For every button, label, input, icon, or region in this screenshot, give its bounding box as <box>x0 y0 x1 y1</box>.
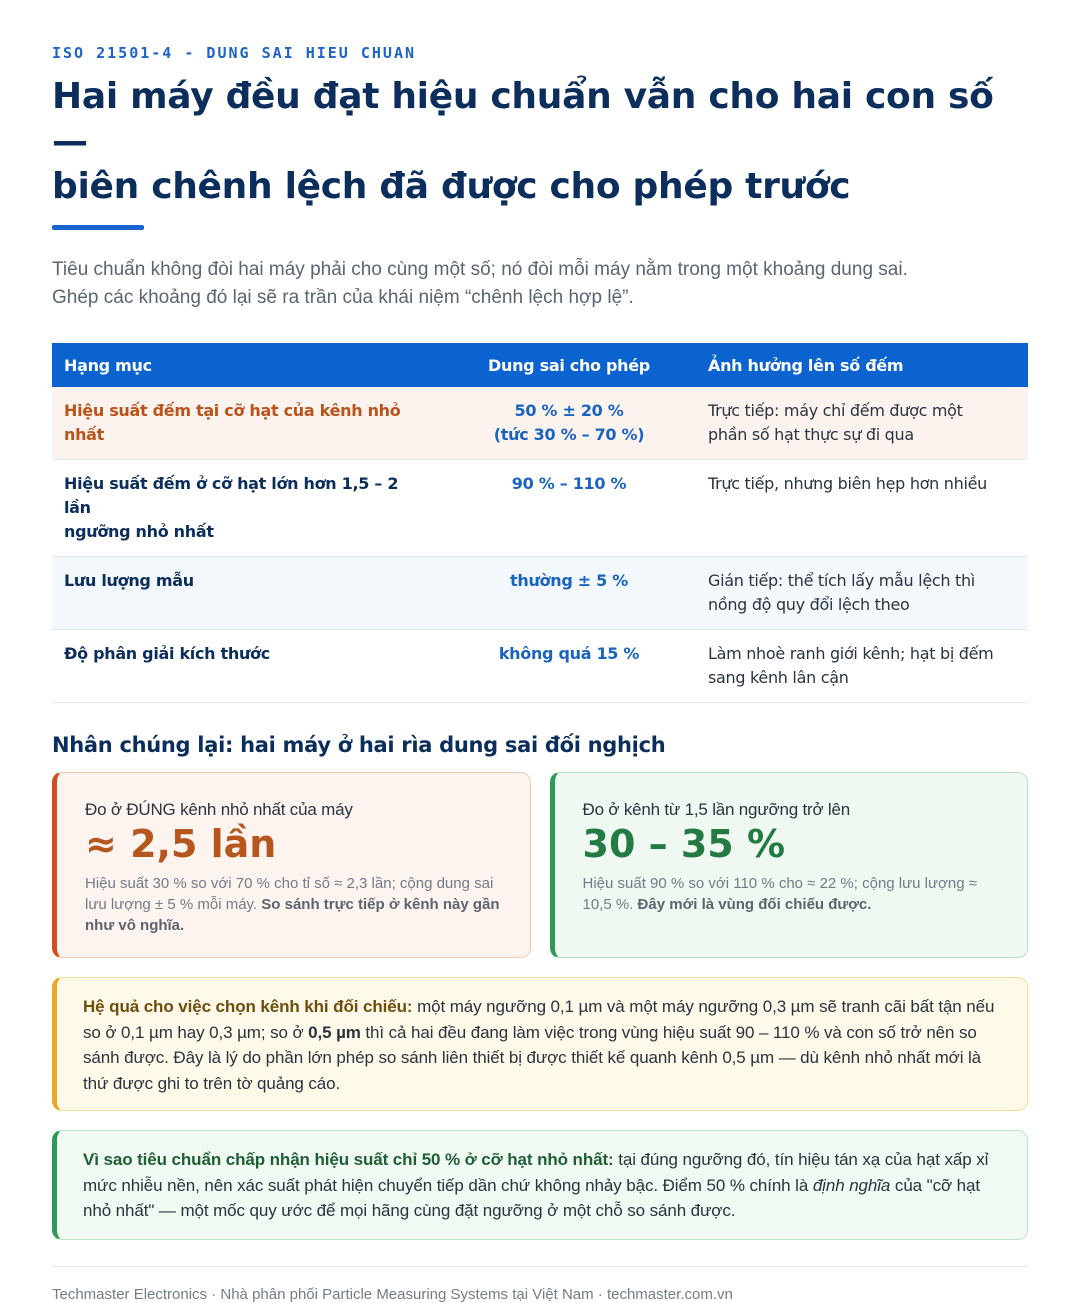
row-effect <box>696 460 1028 557</box>
card-value: ≈ 2,5 lần <box>85 822 277 866</box>
row-tolerance-text: 50 % ± 20 % <box>514 401 624 420</box>
card-note-emphasis: Đây mới là vùng đối chiếu được. <box>637 896 872 913</box>
callout-text: tại đúng ngưỡng đó, tín hiệu tán xạ của hạt xấp xỉ mức nhiễu nền, nên xác suất phát hiện chuyển tiếp dần chứ không nhảy bậc. Điểm 50 % chính là <box>83 1150 989 1195</box>
card-note-text: Hiệu suất 90 % so với 110 % cho ≈ 22 %; cộng lưu lượng ≈ 10,5 %. <box>582 875 977 913</box>
card-note-text: Hiệu suất 30 % so với 70 % cho tỉ số ≈ 2,3 lần; cộng dung sai lưu lượng ± 5 % mỗi máy. <box>85 875 494 913</box>
column-header-tolerance: Dung sai cho phép <box>442 343 696 387</box>
row-effect-text: sang kênh lân cận <box>708 668 849 687</box>
table-row <box>52 630 1028 703</box>
row-tolerance <box>442 387 696 460</box>
table-row <box>52 460 1028 557</box>
table-row <box>52 387 1028 460</box>
row-effect-text: Trực tiếp, nhưng biên hẹp hơn nhiều <box>708 474 987 493</box>
row-tolerance-text: thường ± 5 % <box>510 571 628 590</box>
row-effect-text: Làm nhoè ranh giới kênh; hạt bị đếm <box>708 644 994 663</box>
page <box>52 0 1028 1303</box>
card-note <box>583 873 1000 915</box>
row-item <box>52 460 442 557</box>
callout-italic: định nghĩa <box>812 1175 891 1195</box>
row-tolerance-text: 90 % – 110 % <box>511 474 627 493</box>
row-effect-text: phần số hạt thực sự đi qua <box>708 425 914 444</box>
callout-text: thì cả hai đều đang làm việc trong vùng hiệu suất 90 – 110 % và con số trở nên so sánh được. Đây là lý do phần lớn phép so sánh liên thiết bị được thiết kế quanh kênh 0,5 µm — dù kênh nhỏ nhất mới là thứ được ghi to trên tờ quảng cáo. <box>83 1022 982 1093</box>
row-item <box>52 387 442 460</box>
row-tolerance <box>442 557 696 630</box>
card-note-emphasis: So sánh trực tiếp ở kênh này gần như vô nghĩa. <box>85 896 500 934</box>
row-effect-text: Gián tiếp: thể tích lấy mẫu lệch thì <box>708 571 975 590</box>
row-item-text: Hiệu suất đếm ở cỡ hạt lớn hơn 1,5 – 2 lần <box>64 474 399 517</box>
row-tolerance-text: không quá 15 % <box>498 644 640 663</box>
callout-text: một máy ngưỡng 0,1 µm và một máy ngưỡng 0,3 µm sẽ tranh cãi bất tận nếu so ở 0,1 µm hay 0,3 µm; so ở <box>83 997 995 1042</box>
column-header-item: Hạng mục <box>52 343 442 387</box>
row-tolerance <box>442 460 696 557</box>
row-item-text: Độ phân giải kích thước <box>64 644 270 663</box>
row-item-text: Lưu lượng mẫu <box>64 571 194 590</box>
row-effect-text: nồng độ quy đổi lệch theo <box>708 595 910 614</box>
row-item-text: Hiệu suất đếm tại cỡ hạt của kênh nhỏ nhất <box>64 401 401 444</box>
larger-channel-card <box>550 772 1029 958</box>
consequence-callout <box>52 977 1028 1111</box>
comparison-cards <box>52 772 1028 958</box>
row-effect-text: Trực tiếp: máy chỉ đếm được một <box>708 401 963 420</box>
title-line-2: biên chênh lệch đã được cho phép trước <box>52 166 851 207</box>
row-item <box>52 557 442 630</box>
title-underline <box>52 225 144 230</box>
row-effect <box>696 630 1028 703</box>
lead-line-2: Ghép các khoảng đó lại sẽ ra trần của khái niệm “chênh lệch hợp lệ”. <box>52 287 634 308</box>
tolerance-table <box>52 343 1028 703</box>
row-effect <box>696 387 1028 460</box>
table-row <box>52 557 1028 630</box>
row-tolerance-text: (tức 30 % – 70 %) <box>493 425 645 444</box>
why-callout <box>52 1130 1028 1240</box>
section-heading: Nhân chúng lại: hai máy ở hai rìa dung sai đối nghịch <box>52 733 666 757</box>
row-effect <box>696 557 1028 630</box>
eyebrow-label: ISO 21501-4 - DUNG SAI HIEU CHUAN <box>52 44 417 62</box>
lead-paragraph <box>52 256 1028 312</box>
callout-text: của "cỡ hạt nhỏ nhất" — một mốc quy ước để mọi hãng cùng đặt ngưỡng ở một chỗ so sánh được. <box>83 1175 980 1220</box>
page-footer: Techmaster Electronics · Nhà phân phối Particle Measuring Systems tại Việt Nam · techmaster.com.vn <box>52 1266 1028 1303</box>
card-value: 30 – 35 % <box>582 822 786 866</box>
callout-lead-in: Hệ quả cho việc chọn kênh khi đối chiếu: <box>83 997 413 1016</box>
row-item <box>52 630 442 703</box>
row-tolerance <box>442 630 696 703</box>
lead-line-1: Tiêu chuẩn không đòi hai máy phải cho cùng một số; nó đòi mỗi máy nằm trong một khoảng dung sai. <box>52 259 908 280</box>
smallest-channel-card <box>52 772 531 958</box>
card-label: Đo ở kênh từ 1,5 lần ngưỡng trở lên <box>582 800 851 819</box>
title-line-1: Hai máy đều đạt hiệu chuẩn vẫn cho hai con số — <box>52 76 994 162</box>
card-note <box>85 873 502 936</box>
card-label: Đo ở ĐÚNG kênh nhỏ nhất của máy <box>85 800 353 819</box>
callout-emphasis: 0,5 µm <box>308 1022 361 1042</box>
column-header-effect: Ảnh hưởng lên số đếm <box>696 343 1028 387</box>
table-header-row <box>52 343 1028 387</box>
row-item-text: ngưỡng nhỏ nhất <box>64 522 214 541</box>
callout-lead-in: Vì sao tiêu chuẩn chấp nhận hiệu suất chỉ 50 % ở cỡ hạt nhỏ nhất: <box>83 1150 614 1169</box>
page-title <box>52 74 1028 209</box>
